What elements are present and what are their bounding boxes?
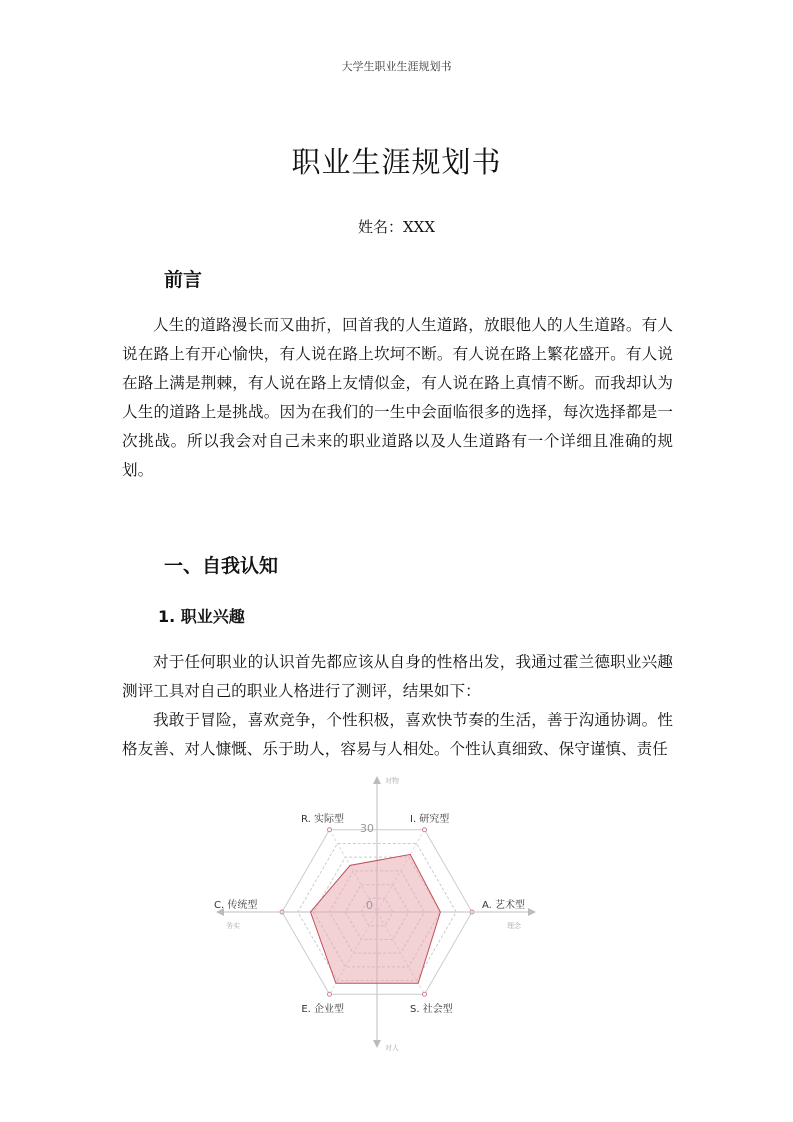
chart-container [210, 772, 540, 1062]
subsection-heading-interest: 1. 职业兴趣 [158, 607, 245, 626]
document-title: 职业生涯规划书 [291, 145, 502, 179]
axis-label-right: 理念 [507, 922, 521, 930]
axis-label-bottom: 对人 [385, 1044, 399, 1052]
radar-category-label: I. 研究型 [410, 814, 450, 825]
name-line: 姓名：XXX [357, 218, 436, 236]
radar-vertex-marker [423, 828, 427, 832]
page-header: 大学生职业生涯规划书 [341, 60, 452, 73]
preface-heading: 前言 [164, 269, 203, 291]
axis-label-left: 务实 [226, 922, 240, 930]
radar-vertex-marker [328, 828, 332, 832]
section-heading-self-awareness: 一、自我认知 [164, 555, 279, 577]
radar-category-label: E. 企业型 [301, 1004, 344, 1015]
radar-category-label: R. 实际型 [301, 814, 344, 825]
arrow-right-icon [528, 908, 536, 916]
arrow-up-icon [373, 776, 381, 784]
interest-paragraph-1: 对于任何职业的认识首先都应该从自身的性格出发，我通过霍兰德职业兴趣测评工具对自己的职业人格进行了测评，结果如下： [122, 653, 673, 700]
radar-data-area [311, 854, 441, 983]
radar-tick-label: 0 [366, 899, 373, 912]
radar-tick-label: 30 [360, 822, 374, 835]
document-body [122, 268, 673, 1062]
preface-paragraph: 人生的道路漫长而又曲折，回首我的人生道路，放眼他人的人生道路。有人说在路上有开心愉快，有人说在路上坎坷不断。有人说在路上繁花盛开。有人说在路上满是荆棘，有人说在路上友情似金，有人说在路上真情不断。而我却认为人生的道路上是挑战。因为在我们的一生中会面临很多的选择，每次选择都是一次挑战。所以我会对自己未来的职业道路以及人生道路有一个详细且准确的规划。 [122, 316, 673, 479]
axis-label-top: 对物 [385, 777, 399, 785]
interest-paragraph-2: 我敢于冒险，喜欢竞争，个性积极，喜欢快节奏的生活，善于沟通协调。性格友善、对人慷慨、乐于助人，容易与人相处。个性认真细致、保守谨慎、责任 [122, 711, 673, 758]
radar-vertex-marker [423, 992, 427, 996]
radar-category-label: C. 传统型 [214, 900, 258, 911]
holland-radar-chart [210, 772, 540, 1062]
radar-vertex-marker [328, 992, 332, 996]
arrow-down-icon [373, 1040, 381, 1048]
radar-category-label: A. 艺术型 [482, 900, 526, 911]
radar-category-label: S. 社会型 [410, 1004, 453, 1015]
